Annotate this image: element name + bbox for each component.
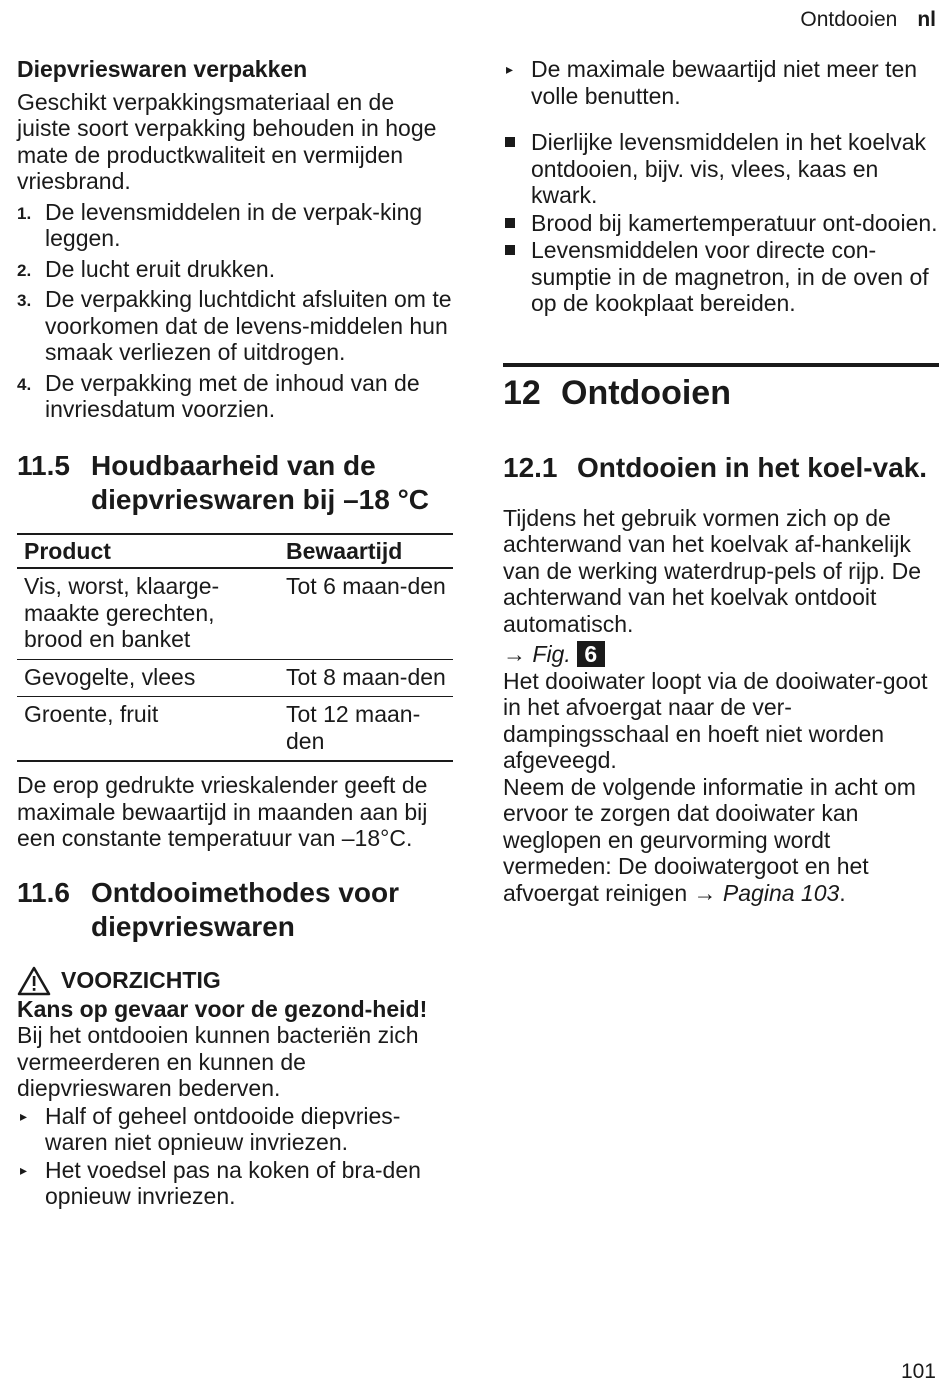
arrow-bullet-icon: ▸ [506, 61, 514, 77]
table-cell: Tot 6 maan-den [279, 568, 453, 659]
list-item-text: Dierlijke levensmiddelen in het koelvak ontdooien, bijv. vis, vlees, kaas en kwark. [531, 129, 927, 208]
packing-step [17, 256, 453, 283]
thaw-methods-list [503, 129, 939, 317]
chapter-number: 12 [503, 373, 541, 412]
list-item [503, 56, 939, 109]
section-11-5-heading [17, 449, 453, 517]
col-header-product: Product [17, 534, 279, 569]
caution-label [17, 966, 453, 996]
table-cell: Gevogelte, vlees [17, 659, 279, 697]
list-item-text: Half of geheel ontdooide diepvries-waren niet opnieuw invriezen. [45, 1102, 401, 1155]
table-cell: Groente, fruit [24, 701, 159, 727]
packing-step [17, 286, 453, 366]
col-header-storage-time: Bewaartijd [279, 534, 453, 569]
step-number: 3. [17, 291, 32, 310]
packing-step [17, 199, 453, 252]
section-11-6-heading [17, 876, 453, 944]
step-number: 2. [17, 260, 32, 280]
step-text: De verpakking luchtdicht afsluiten om te voorkomen dat de levens-middelen hun smaak verliezen of uitdrogen. [45, 286, 452, 365]
packing-step [17, 370, 453, 423]
header-section-title: Ontdooien [800, 8, 898, 31]
defrost-paragraph-1: Tijdens het gebruik vormen zich op de achterwand van het koelvak af-hankelijk van de werking waterdrup-pels of rijp. De achterwand van het koelvak ontdooit automatisch. [503, 504, 922, 637]
table-cell: Tot 8 maan-den [279, 659, 453, 697]
step-number: 4. [17, 374, 32, 394]
list-item [17, 1103, 453, 1156]
step-text: De levensmiddelen in de verpak-king leggen. [45, 198, 423, 251]
list-item [503, 237, 939, 317]
bacteria-warning-text: Bij het ontdooien kunnen bacteriën zich vermeerderen en kunnen de diepvrieswaren bederven. [17, 1022, 419, 1101]
table-cell: Tot 12 maan-den [286, 701, 421, 754]
section-number: 12.1 [503, 451, 558, 483]
list-item [503, 210, 939, 237]
section-title: Houdbaarheid van de diepvrieswaren bij –18 °C [91, 449, 430, 515]
storage-table [17, 533, 453, 763]
chapter-divider [503, 363, 939, 367]
arrow-bullet-icon: ▸ [20, 1107, 28, 1124]
page-header [800, 8, 936, 32]
table-cell: Vis, worst, klaarge-maakte gerechten, brood en banket [17, 568, 279, 659]
list-item [503, 129, 939, 209]
health-risk-heading: Kans op gevaar voor de gezond-heid! [17, 995, 428, 1022]
caution-actions [17, 1103, 453, 1210]
packing-intro: Geschikt verpakkingsmateriaal en de juiste soort verpakking behouden in hoge mate de productkwaliteit en vermijden vriesbrand. [17, 88, 437, 194]
left-column [17, 56, 453, 1210]
square-bullet-icon [505, 137, 515, 147]
paragraph-text: Neem de volgende informatie in acht om ervoor te zorgen dat dooiwater kan weglopen en geurvorming wordt vermeden: De dooiwatergoot en het afvoergat reinigen [503, 773, 916, 906]
list-item-text: De maximale bewaartijd niet meer ten volle benutten. [531, 56, 918, 109]
defrost-paragraph-2: Het dooiwater loopt via de dooiwater-goot in het afvoergat naar de ver-dampingsschaal en hoeft niet worden afgeveegd. [503, 667, 928, 773]
header-language: nl [917, 8, 936, 31]
list-item [17, 1157, 453, 1210]
freeze-calendar-note: De erop gedrukte vrieskalender geeft de maximale bewaartijd in maanden aan bij een constante temperatuur van –18°C. [17, 772, 428, 851]
caution-text: VOORZICHTIG [61, 967, 221, 994]
section-number: 11.6 [17, 876, 70, 908]
paragraph-end: . [839, 879, 846, 906]
page-number: 101 [900, 1360, 936, 1383]
list-item-text: Het voedsel pas na koken of bra-den opnieuw invriezen. [45, 1156, 421, 1209]
packing-steps [17, 199, 453, 423]
square-bullet-icon [505, 218, 515, 228]
section-12-1-heading [503, 451, 939, 485]
chapter-12-heading [503, 373, 939, 413]
table-header-row [17, 534, 453, 569]
arrow-bullet-icon: ▸ [20, 1161, 28, 1178]
list-item-text: Levensmiddelen voor directe con-sumptie in de magnetron, in de oven of op de kookplaat bereiden. [531, 237, 929, 316]
table-row [17, 568, 453, 659]
table-row [17, 697, 453, 762]
step-text: De lucht eruit drukken. [45, 255, 276, 282]
caution-actions-continued [503, 56, 939, 109]
chapter-title: Ontdooien [561, 373, 731, 412]
step-text: De verpakking met de inhoud van de invriesdatum voorzien. [45, 369, 420, 422]
page-link[interactable]: Pagina 103 [722, 879, 840, 906]
figure-reference[interactable] [503, 641, 939, 668]
section-number: 11.5 [17, 449, 70, 481]
section-title: Ontdooimethodes voor diepvrieswaren [91, 876, 399, 942]
square-bullet-icon [505, 245, 515, 255]
figure-number-badge: 6 [577, 641, 605, 667]
step-number: 1. [17, 203, 32, 223]
list-item-text: Brood bij kamertemperatuur ont-dooien. [531, 209, 938, 236]
figure-label: Fig. [532, 641, 571, 667]
section-title: Ontdooien in het koel-vak. [577, 451, 928, 483]
arrow-right-icon: → [503, 641, 526, 667]
warning-triangle-icon [17, 966, 51, 996]
packing-heading: Diepvrieswaren verpakken [17, 56, 308, 82]
table-row [17, 659, 453, 697]
arrow-right-icon: → [693, 879, 717, 906]
defrost-paragraph-3 [503, 774, 939, 907]
right-column [503, 56, 939, 906]
